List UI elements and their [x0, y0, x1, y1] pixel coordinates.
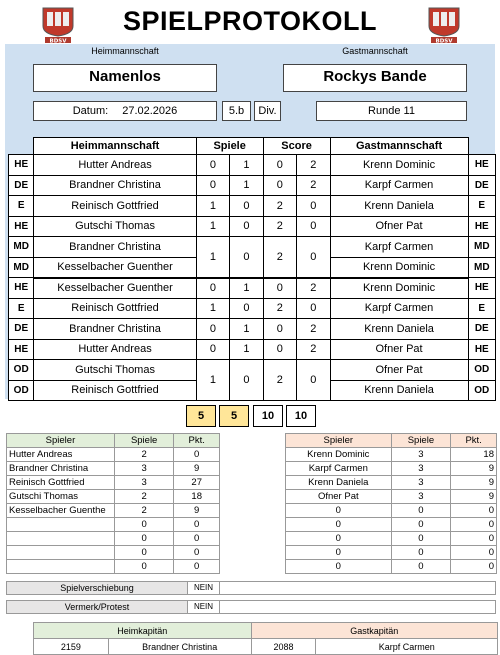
date-label: Datum: [72, 105, 109, 117]
date-field [33, 101, 217, 121]
match-type-left: E [9, 196, 34, 217]
player-points: 0 [451, 560, 497, 574]
col-header-home: Heimmannschaft [34, 138, 196, 155]
player-games: 3 [391, 490, 451, 504]
away-player: Ofner Pat [330, 339, 468, 360]
player-games: 3 [114, 462, 174, 476]
home-player: Brandner Christina [34, 319, 196, 340]
score-away: 0 [297, 298, 330, 319]
col-header-away: Gastmannschaft [330, 138, 468, 155]
games-away: 0 [230, 237, 263, 278]
player-name: 0 [286, 532, 392, 546]
away-player: Karpf Carmen [330, 298, 468, 319]
postponement-row [6, 581, 496, 595]
score-home: 2 [263, 237, 296, 278]
away-player: Krenn Daniela [330, 380, 468, 401]
player-games: 0 [114, 546, 174, 560]
games-away: 1 [230, 155, 263, 176]
player-name: Ofner Pat [286, 490, 392, 504]
match-row [9, 196, 496, 217]
captains-table [33, 622, 498, 655]
match-type-right: E [468, 298, 495, 319]
player-games: 0 [391, 504, 451, 518]
player-points: 0 [174, 560, 220, 574]
match-type-right: HE [468, 216, 495, 237]
score-home: 2 [263, 196, 296, 217]
score-away: 0 [297, 360, 330, 401]
games-home: 0 [196, 319, 229, 340]
match-type-right: MD [468, 257, 495, 278]
match-type-left: DE [9, 175, 34, 196]
match-type-right: MD [468, 237, 495, 258]
match-type-right: DE [468, 319, 495, 340]
player-points: 9 [451, 476, 497, 490]
match-row [9, 216, 496, 237]
score-home: 0 [263, 339, 296, 360]
player-games: 0 [114, 532, 174, 546]
match-type-right: E [468, 196, 495, 217]
player-games: 0 [391, 518, 451, 532]
score-away: 2 [297, 278, 330, 299]
league-logo-left [38, 4, 78, 44]
player-name: Krenn Dominic [286, 448, 392, 462]
stats-row [7, 560, 220, 574]
away-stats-header-games: Spiele [391, 434, 451, 448]
stats-row [7, 462, 220, 476]
away-stats-header-player: Spieler [286, 434, 392, 448]
stats-row [286, 518, 497, 532]
away-captain-label: Gastkapitän [251, 623, 497, 639]
away-player: Karpf Carmen [330, 237, 468, 258]
player-games: 3 [114, 476, 174, 490]
player-points: 0 [451, 504, 497, 518]
match-row [9, 360, 496, 381]
svg-text:BDSV: BDSV [435, 38, 453, 44]
games-away: 0 [230, 196, 263, 217]
postponement-label: Spielverschiebung [7, 582, 187, 594]
match-type-left: OD [9, 360, 34, 381]
games-away: 1 [230, 278, 263, 299]
match-row [9, 175, 496, 196]
total-score-away: 10 [286, 405, 316, 427]
match-type-left: E [9, 298, 34, 319]
score-home: 0 [263, 155, 296, 176]
score-home: 2 [263, 216, 296, 237]
match-row [9, 339, 496, 360]
score-away: 0 [297, 237, 330, 278]
games-home: 1 [196, 360, 229, 401]
home-captain-number: 2159 [34, 639, 109, 655]
games-home: 0 [196, 175, 229, 196]
stats-row [7, 476, 220, 490]
score-home: 0 [263, 175, 296, 196]
stats-row [7, 518, 220, 532]
score-away: 0 [297, 216, 330, 237]
total-games-away: 5 [219, 405, 249, 427]
match-row [9, 298, 496, 319]
stats-row [7, 504, 220, 518]
match-type-left: HE [9, 339, 34, 360]
player-points: 27 [174, 476, 220, 490]
player-points: 9 [451, 490, 497, 504]
postponement-value: NEIN [187, 582, 220, 594]
match-type-left: MD [9, 257, 34, 278]
match-type-left: HE [9, 216, 34, 237]
away-player: Ofner Pat [330, 360, 468, 381]
away-stats-header-points: Pkt. [451, 434, 497, 448]
match-type-left: MD [9, 237, 34, 258]
stats-row [7, 532, 220, 546]
home-player: Kesselbacher Guenther [34, 278, 196, 299]
stats-row [286, 490, 497, 504]
score-home: 0 [263, 319, 296, 340]
total-score-home: 10 [253, 405, 283, 427]
games-home: 0 [196, 339, 229, 360]
page-title: SPIELPROTOKOLL [122, 6, 378, 36]
away-player: Ofner Pat [330, 216, 468, 237]
player-points: 0 [174, 532, 220, 546]
games-away: 1 [230, 175, 263, 196]
match-row [9, 278, 496, 299]
stats-row [7, 448, 220, 462]
match-type-right: DE [468, 175, 495, 196]
player-name: 0 [286, 518, 392, 532]
player-games: 0 [391, 546, 451, 560]
player-games: 2 [114, 504, 174, 518]
home-team-label: Heimmannschaft [91, 46, 159, 56]
score-home: 2 [263, 360, 296, 401]
player-points: 0 [451, 518, 497, 532]
match-row [9, 237, 496, 258]
player-games: 3 [391, 476, 451, 490]
home-player: Hutter Andreas [34, 155, 196, 176]
protest-row [6, 600, 496, 614]
player-name: Reinisch Gottfried [7, 476, 115, 490]
player-name: Gutschi Thomas [7, 490, 115, 504]
protest-value: NEIN [187, 601, 220, 613]
player-games: 0 [391, 560, 451, 574]
away-player: Krenn Dominic [330, 155, 468, 176]
score-away: 2 [297, 339, 330, 360]
match-type-left: HE [9, 155, 34, 176]
player-games: 3 [391, 448, 451, 462]
player-name: 0 [286, 560, 392, 574]
score-away: 2 [297, 175, 330, 196]
score-home: 0 [263, 278, 296, 299]
date-value: 27.02.2026 [122, 105, 178, 117]
home-stats-header-points: Pkt. [174, 434, 220, 448]
match-type-right: OD [468, 360, 495, 381]
games-away: 0 [230, 360, 263, 401]
player-points: 18 [451, 448, 497, 462]
games-away: 0 [230, 216, 263, 237]
round-field: Runde 11 [316, 101, 467, 121]
player-points: 9 [174, 462, 220, 476]
player-name: 0 [286, 504, 392, 518]
games-home: 0 [196, 155, 229, 176]
match-type-left: OD [9, 380, 34, 401]
player-name [7, 532, 115, 546]
away-player: Karpf Carmen [330, 175, 468, 196]
player-name: 0 [286, 546, 392, 560]
home-player-stats [6, 433, 220, 574]
col-header-games: Spiele [196, 138, 263, 155]
player-games: 2 [114, 448, 174, 462]
match-type-left: DE [9, 319, 34, 340]
stats-row [286, 462, 497, 476]
home-captain-label: Heimkapitän [34, 623, 252, 639]
stats-row [286, 476, 497, 490]
player-games: 3 [391, 462, 451, 476]
player-name: Hutter Andreas [7, 448, 115, 462]
away-player: Krenn Daniela [330, 319, 468, 340]
match-table [8, 137, 496, 401]
player-points: 0 [174, 448, 220, 462]
stats-row [286, 504, 497, 518]
stats-row [7, 490, 220, 504]
player-points: 0 [451, 532, 497, 546]
match-type-right: OD [468, 380, 495, 401]
player-points: 9 [174, 504, 220, 518]
away-team-name: Rockys Bande [283, 64, 467, 92]
home-team-name: Namenlos [33, 64, 217, 92]
player-games: 0 [114, 560, 174, 574]
stats-row [286, 560, 497, 574]
away-player: Krenn Daniela [330, 196, 468, 217]
player-name [7, 518, 115, 532]
home-player: Gutschi Thomas [34, 216, 196, 237]
player-games: 2 [114, 490, 174, 504]
home-player: Reinisch Gottfried [34, 298, 196, 319]
svg-text:BDSV: BDSV [49, 38, 67, 44]
home-player: Reinisch Gottfried [34, 380, 196, 401]
division-value: 5.b [222, 101, 251, 121]
match-row [9, 319, 496, 340]
score-away: 0 [297, 196, 330, 217]
league-logo-right [424, 4, 464, 44]
games-away: 0 [230, 298, 263, 319]
player-games: 0 [114, 518, 174, 532]
games-away: 1 [230, 339, 263, 360]
away-player: Krenn Dominic [330, 278, 468, 299]
home-captain-name: Brandner Christina [108, 639, 251, 655]
games-home: 1 [196, 298, 229, 319]
home-stats-header-player: Spieler [7, 434, 115, 448]
division-label: Div. [254, 101, 281, 121]
home-stats-header-games: Spiele [114, 434, 174, 448]
home-player: Hutter Andreas [34, 339, 196, 360]
score-away: 2 [297, 319, 330, 340]
away-player-stats [285, 433, 497, 574]
games-home: 1 [196, 216, 229, 237]
player-points: 9 [451, 462, 497, 476]
home-player: Reinisch Gottfried [34, 196, 196, 217]
away-team-label: Gastmannschaft [342, 46, 408, 56]
away-captain-number: 2088 [251, 639, 316, 655]
match-type-right: HE [468, 278, 495, 299]
match-row [9, 155, 496, 176]
games-home: 1 [196, 196, 229, 217]
player-name: Karpf Carmen [286, 462, 392, 476]
stats-row [286, 546, 497, 560]
score-home: 2 [263, 298, 296, 319]
away-captain-name: Karpf Carmen [316, 639, 498, 655]
away-player: Krenn Dominic [330, 257, 468, 278]
games-home: 1 [196, 237, 229, 278]
player-name: Krenn Daniela [286, 476, 392, 490]
match-type-right: HE [468, 155, 495, 176]
home-player: Gutschi Thomas [34, 360, 196, 381]
player-name [7, 546, 115, 560]
stats-row [7, 546, 220, 560]
player-points: 18 [174, 490, 220, 504]
stats-row [286, 448, 497, 462]
match-type-right: HE [468, 339, 495, 360]
stats-row [286, 532, 497, 546]
score-away: 2 [297, 155, 330, 176]
match-type-left: HE [9, 278, 34, 299]
col-header-score: Score [263, 138, 330, 155]
player-points: 0 [174, 518, 220, 532]
player-name [7, 560, 115, 574]
total-games-home: 5 [186, 405, 216, 427]
home-player: Kesselbacher Guenther [34, 257, 196, 278]
player-points: 0 [451, 546, 497, 560]
player-points: 0 [174, 546, 220, 560]
home-player: Brandner Christina [34, 237, 196, 258]
games-away: 1 [230, 319, 263, 340]
games-home: 0 [196, 278, 229, 299]
player-name: Brandner Christina [7, 462, 115, 476]
home-player: Brandner Christina [34, 175, 196, 196]
player-games: 0 [391, 532, 451, 546]
protest-label: Vermerk/Protest [7, 601, 187, 613]
player-name: Kesselbacher Guenthe [7, 504, 115, 518]
